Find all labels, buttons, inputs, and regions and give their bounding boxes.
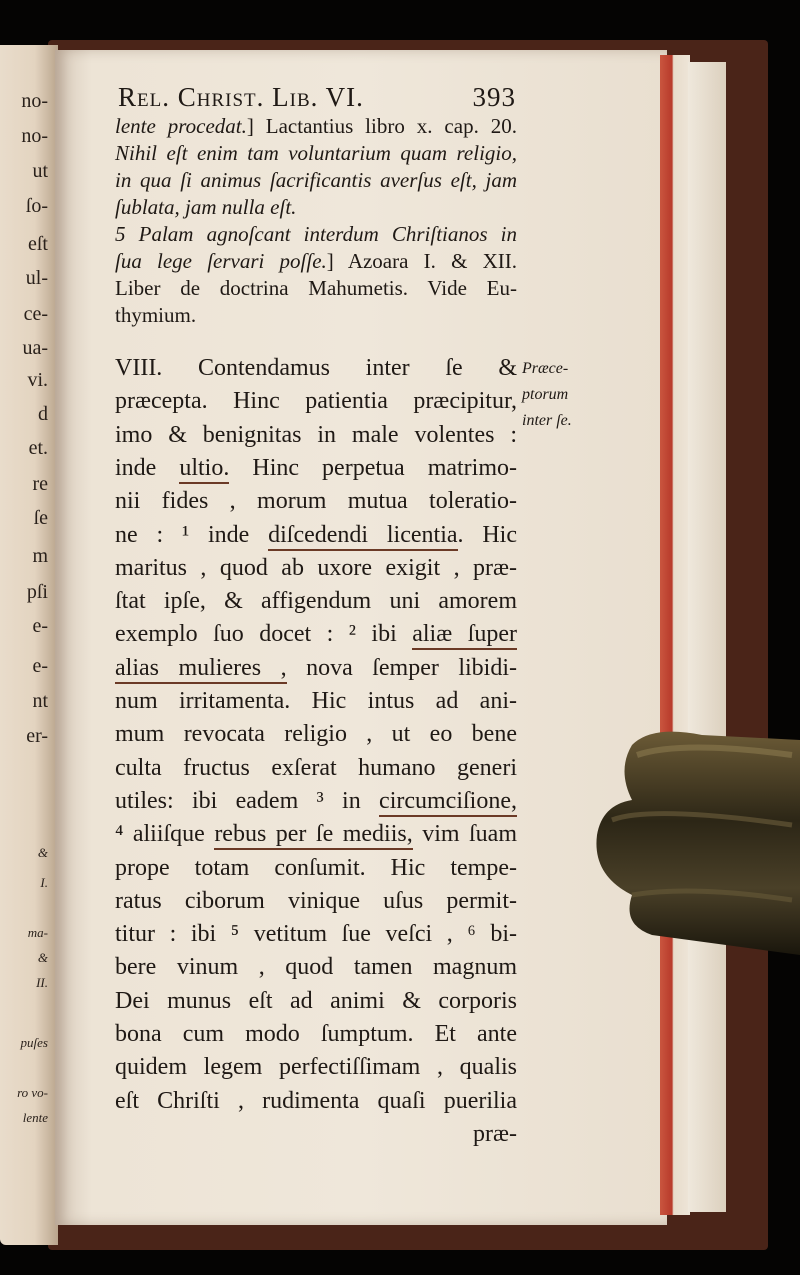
- text-segment: ] Lactantius libro x. cap. 20.: [246, 114, 517, 138]
- notes-line: [115, 274, 517, 302]
- left-page-fragment: e-: [32, 655, 48, 677]
- notes-line: [115, 220, 517, 248]
- text-segment: eſt Chriſti , rudimenta quaſi puerilia: [115, 1087, 517, 1114]
- text-segment: ⁴ aliiſque: [115, 821, 215, 848]
- text-segment: Liber de doctrina Mahumetis. Vide Eu-: [115, 276, 517, 300]
- left-page-fragment: ſe: [33, 507, 48, 529]
- left-page-fragment: ce-: [23, 303, 48, 325]
- left-page-fragment: ul-: [25, 267, 48, 289]
- text-segment: utiles: ibi eadem ³ in: [115, 787, 380, 814]
- main-line: [115, 887, 517, 915]
- text-segment: præcepta. Hinc patientia præcipitur,: [115, 388, 517, 415]
- main-line: [115, 620, 517, 648]
- main-line: [115, 1053, 517, 1081]
- text-segment: Dei munus eſt ad animi & corporis: [115, 987, 517, 1014]
- text-segment: ] Azoara I. & XII.: [326, 249, 517, 273]
- underlined-text: rebus per ſe mediis,: [214, 821, 412, 850]
- notes-line: [115, 112, 517, 140]
- left-page-fragment: ro vo-: [17, 1085, 48, 1100]
- text-segment: ſtat ipſe, & affigendum uni amorem: [115, 588, 517, 615]
- main-line: [115, 920, 517, 948]
- main-line: [115, 521, 517, 549]
- running-header: [118, 82, 516, 113]
- margin-note-line: ptorum: [522, 386, 569, 403]
- left-page-fragment: no-: [21, 125, 48, 147]
- left-page-fragment: lente: [22, 1110, 48, 1125]
- main-line: [115, 787, 517, 815]
- left-page-fragment: vi.: [27, 369, 48, 391]
- notes-line: [115, 193, 517, 221]
- main-line: [115, 654, 517, 682]
- main-line: [115, 687, 517, 715]
- left-page-fragment: d: [38, 403, 48, 425]
- main-line: [115, 554, 517, 582]
- notes-line: [115, 247, 517, 275]
- left-page-fragment: re: [32, 473, 48, 495]
- left-page-fragment: puſes: [20, 1035, 48, 1050]
- left-page-fragment: m: [32, 545, 48, 567]
- left-page-fragment: ſo-: [25, 195, 48, 217]
- text-segment: . Hic: [457, 521, 518, 548]
- main-line: [115, 421, 517, 449]
- left-page: [0, 45, 58, 1245]
- brass-clasp: [592, 725, 800, 965]
- main-line: [115, 854, 517, 882]
- text-segment: imo & benignitas in male volentes :: [115, 421, 517, 448]
- text-segment: thymium.: [115, 303, 197, 327]
- left-page-fragment: nt: [32, 690, 48, 712]
- margin-note-line: Præce-: [522, 360, 569, 377]
- main-line: [115, 487, 517, 515]
- text-segment: Hinc perpetua matrimo-: [229, 454, 517, 481]
- text-segment: bere vinum , quod tamen magnum: [115, 954, 517, 981]
- main-line: [115, 587, 517, 615]
- text-segment: inde: [115, 454, 180, 481]
- left-page-fragment: e-: [32, 615, 48, 637]
- left-page-fragment: &: [37, 950, 48, 965]
- main-line: [115, 820, 517, 848]
- page-edges: [688, 62, 726, 1212]
- notes-line: [115, 301, 517, 329]
- text-segment: nova ſemper libidi-: [286, 654, 517, 681]
- text-segment: Nihil eſt enim tam voluntarium quam religio,: [115, 141, 517, 165]
- main-line: [115, 387, 517, 415]
- text-segment: lente procedat.: [115, 114, 247, 138]
- underlined-text: diſcedendi licentia: [268, 522, 457, 551]
- left-page-fragment: et.: [28, 437, 48, 459]
- text-segment: prope totam conſumit. Hic tempe-: [115, 854, 517, 881]
- text-segment: ſua lege ſervari poſſe.: [115, 249, 327, 273]
- left-page-fragment: I.: [40, 875, 48, 890]
- text-segment: maritus , quod ab uxore exigit , præ-: [115, 554, 517, 581]
- text-segment: exemplo ſuo docet : ² ibi: [115, 621, 413, 648]
- left-page-fragment: II.: [36, 975, 48, 990]
- main-line: [115, 953, 517, 981]
- left-page-fragment: ma-: [27, 925, 48, 940]
- left-page-fragment: ua-: [22, 337, 48, 359]
- main-line: [115, 1120, 517, 1148]
- text-segment: culta fructus exſerat humano generi: [115, 754, 517, 781]
- main-line: [115, 987, 517, 1015]
- left-page-fragment: pſi: [26, 581, 48, 603]
- main-line: [115, 1087, 517, 1115]
- text-segment: VIII. Contendamus inter ſe &: [115, 355, 517, 381]
- text-segment: num irritamenta. Hic intus ad ani-: [115, 688, 517, 714]
- notes-line: [115, 139, 517, 167]
- text-segment: bona cum modo ſumptum. Et ante: [115, 1021, 517, 1047]
- main-line: [115, 720, 517, 748]
- text-segment: quidem legem perfectiſſimam , qualis: [115, 1054, 517, 1081]
- text-segment: 5 Palam agnoſcant interdum Chriſtianos in: [115, 222, 517, 246]
- text-segment: titur : ibi ⁵ vetitum ſue veſci , ⁶ bi-: [115, 921, 517, 948]
- text-segment: præ-: [473, 1120, 517, 1147]
- left-page-fragment: eſt: [28, 233, 48, 255]
- underlined-text: aliæ ſuper: [412, 621, 517, 650]
- text-segment: nii fides , morum mutua toleratio-: [115, 488, 517, 515]
- underlined-text: alias mulieres ,: [115, 655, 287, 684]
- page-number: 393: [472, 82, 516, 112]
- underlined-text: circumciſione,: [379, 788, 517, 817]
- page-red-edge: [660, 55, 690, 1215]
- main-line: [115, 1020, 517, 1048]
- header-title: Rel. Christ. Lib. VI.: [118, 82, 364, 112]
- notes-line: [115, 166, 517, 194]
- text-segment: ne : ¹ inde: [115, 521, 269, 548]
- text-segment: ſublata, jam nulla eſt.: [115, 195, 297, 219]
- underlined-text: ultio.: [179, 455, 229, 484]
- text-segment: vim ſuam: [412, 821, 518, 848]
- left-page-fragment: ut: [32, 160, 48, 182]
- text-segment: mum revocata religio , ut eo bene: [115, 721, 517, 748]
- margin-note-line: inter ſe.: [522, 412, 572, 429]
- left-page-fragment: no-: [21, 90, 48, 112]
- text-segment: in qua ſi animus ſacrificantis averſus eſt, jam: [115, 168, 517, 192]
- text-segment: ratus ciborum vinique uſus permit-: [115, 887, 517, 914]
- left-page-fragment: er-: [26, 725, 48, 747]
- main-line: [115, 754, 517, 782]
- main-line: [115, 454, 517, 482]
- main-line: [115, 354, 517, 382]
- left-page-fragment: &: [37, 845, 48, 860]
